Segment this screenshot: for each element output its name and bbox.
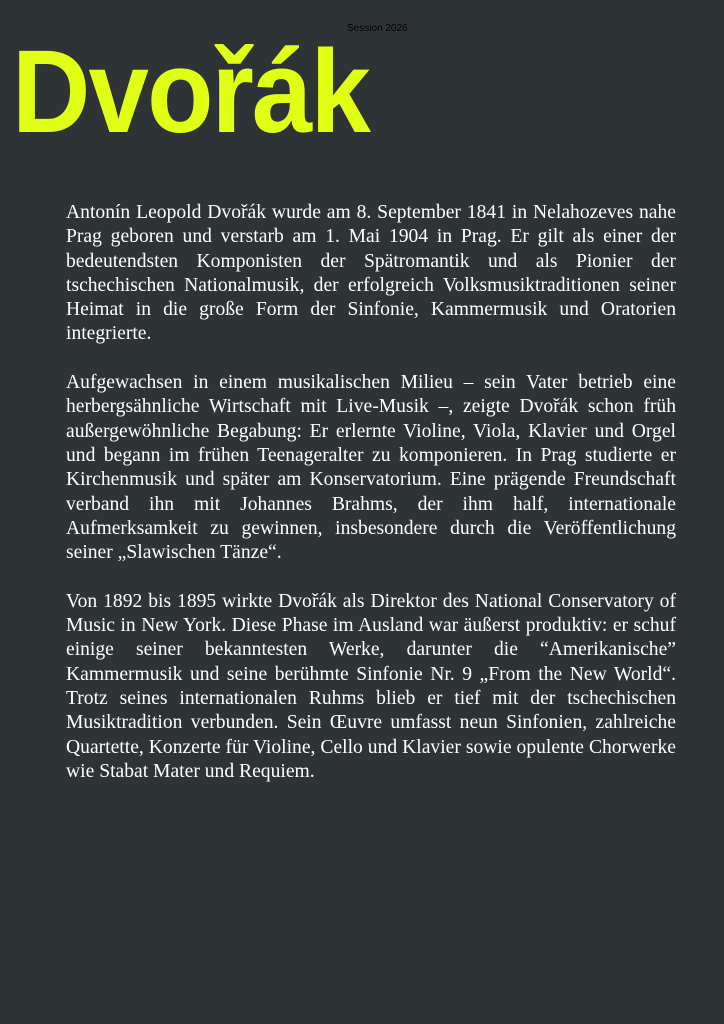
page-title: Dvořák [12,26,370,158]
paragraph-biography: Antonín Leopold Dvořák wurde am 8. September 1841 in Nelahozeves nahe Prag geboren und verstarb am 1. Mai 1904 in Prag. Er gilt als einer der bedeutendsten Komponisten der Spätromantik und als Pionier der tschechischen Nationalmusik, der erfolgreich Volksmusiktraditionen seiner Heimat in die große Form der Sinfonie, Kammermusik und Oratorien integrierte. [66,202,676,345]
paragraph-new-york: Von 1892 bis 1895 wirkte Dvořák als Direktor des National Conservatory of Music in New York. Diese Phase im Ausland war äußerst produktiv: er schuf einige seiner bekanntesten Werke, darunter die “Amerikanische” Kammermusik und seine berühmte Sinfonie Nr. 9 „From the New World“. Trotz seines internationalen Ruhms blieb er tief mit der tschechischen Musiktradition verbunden. Sein Œuvre umfasst neun Sinfonien, zahlreiche Quartette, Konzerte für Violine, Cello und Klavier sowie opulente Chorwerke wie Stabat Mater und Requiem. [66,590,676,782]
session-label: Session 2026 [347,23,408,34]
paragraph-early-life: Aufgewachsen in einem musikalischen Milieu – sein Vater betrieb eine herbergsähnliche Wirtschaft mit Live-Musik –, zeigte Dvořák schon früh außergewöhnliche Begabung: Er erlernte Violine, Viola, Klavier und Orgel und begann im frühen Teenageralter zu komponieren. In Prag studierte er Kirchenmusik und später am Konservatorium. Eine prägende Freundschaft verband ihn mit Johannes Brahms, der ihm half, internationale Aufmerksamkeit zu gewinnen, insbesondere durch die Veröffentlichung seiner „Slawischen Tänze“. [66,372,676,564]
article-body [66,201,676,808]
